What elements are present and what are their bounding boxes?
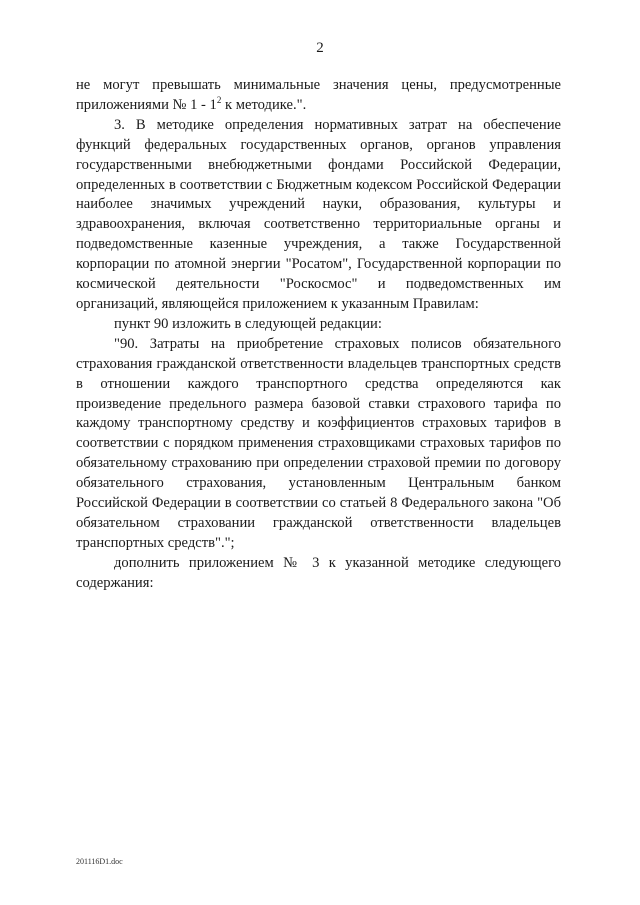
paragraph-continuation (76, 76, 561, 116)
superscript-index: 2 (216, 94, 222, 105)
paragraph-continuation-text: не могут превышать минимальные значения цены, предусмотренные приложениями № 1 - 1 (76, 77, 561, 113)
document-body (76, 76, 561, 594)
paragraph-continuation-tail: к методике.". (221, 96, 307, 113)
paragraph-appendix-3: дополнить приложением № 3 к указанной методике следующего содержания: (76, 554, 561, 591)
page-number: 2 (316, 40, 324, 56)
paragraph-item-3: 3. В методике определения нормативных затрат на обеспечение функций федеральных государственных органов, органов управления государственными внебюджетными фондами Российской Федерации, определенных в соответствии с Бюджетным кодексом Российской Федерации наиболее значимых учреждений науки, образования, культуры и здравоохранения, включая соответственно территориальные органы и подведомственные казенные учреждения, а также Государственной корпорации по атомной энергии "Росатом", Государственной корпорации по космической деятельности "Роскосмос" и подведомственных им организаций, являющейся приложением к указанным Правилам: (76, 116, 561, 312)
paragraph-point-90-intro: пункт 90 изложить в следующей редакции: (114, 315, 382, 332)
footer-doc-code: 201116D1.doc (76, 857, 123, 866)
paragraph-point-90-text: "90. Затраты на приобретение страховых полисов обязательного страхования гражданской ответственности владельцев транспортных средств в отношении каждого транспортного средства определяются как произведение предельного размера базовой ставки страхового тарифа по каждому транспортному средству и коэффициентов страховых тарифов в соответствии с порядком применения страховщиками страховых тарифов по обязательному страхованию при определении страховой премии по договору обязательного страхования, установленным Центральным банком Российской Федерации в соответствии со статьей 8 Федерального закона "Об обязательном страховании гражданской ответственности владельцев транспортных средств"."; (76, 335, 561, 551)
